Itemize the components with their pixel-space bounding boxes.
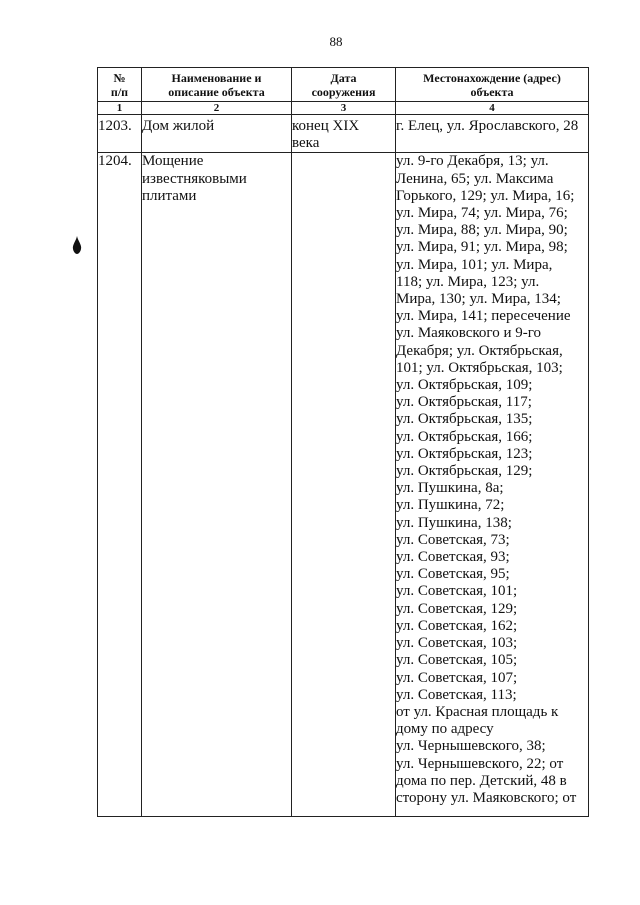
column-number: 1 xyxy=(98,102,142,115)
address-cell xyxy=(396,153,589,817)
address-line: Ленина, 65; ул. Максима xyxy=(396,170,554,187)
registry-table xyxy=(97,67,589,817)
column-number: 4 xyxy=(396,102,589,115)
header-line: № xyxy=(113,71,126,85)
address-line: ул. 9-го Декабря, 13; ул. xyxy=(396,153,549,170)
address-line: ул. Советская, 162; xyxy=(396,617,518,634)
row-number-cell xyxy=(98,153,142,817)
header-line: п/п xyxy=(110,85,129,99)
address-cell xyxy=(396,115,589,153)
row-number-cell xyxy=(98,115,142,153)
column-header-date xyxy=(292,68,396,102)
header-line: Местонахождение (адрес) xyxy=(423,71,561,85)
header-row xyxy=(98,68,589,102)
address-line: ул. Советская, 103; xyxy=(396,635,518,652)
address-line: Горького, 129; ул. Мира, 16; xyxy=(396,187,575,204)
address-line: Мира, 130; ул. Мира, 134; xyxy=(396,291,561,308)
header-line: описание объекта xyxy=(168,85,265,99)
construction-date-line: века xyxy=(292,135,320,152)
object-name-cell xyxy=(142,153,292,817)
column-header-address xyxy=(396,68,589,102)
object-name-line: Мощение xyxy=(142,153,204,170)
address-line: ул. Советская, 129; xyxy=(396,600,518,617)
construction-date-cell xyxy=(292,115,396,153)
address-line: ул. Советская, 113; xyxy=(396,686,517,703)
address-line: ул. Пушкина, 138; xyxy=(396,514,512,531)
object-name-cell xyxy=(142,115,292,153)
address-line: ул. Советская, 101; xyxy=(396,583,518,600)
object-name-line: плитами xyxy=(142,187,197,204)
address-line: ул. Октябрьская, 109; xyxy=(396,377,533,394)
address-line: ул. Октябрьская, 123; xyxy=(396,445,533,462)
column-header-number xyxy=(98,68,142,102)
address-line: ул. Советская, 93; xyxy=(396,549,510,566)
table-body xyxy=(98,115,589,817)
address-line: ул. Пушкина, 72; xyxy=(396,497,505,514)
page-number: 88 xyxy=(329,34,343,49)
address-line: 101; ул. Октябрьская, 103; xyxy=(396,359,563,376)
address-line: ул. Советская, 95; xyxy=(396,566,510,583)
header-line: сооружения xyxy=(311,85,376,99)
address-line: дому по адресу xyxy=(396,721,494,738)
header-line: Дата xyxy=(330,71,357,85)
column-header-name xyxy=(142,68,292,102)
address-line: ул. Мира, 74; ул. Мира, 76; xyxy=(396,205,568,222)
row-number: 1203. xyxy=(98,118,132,134)
address-line: ул. Мира, 91; ул. Мира, 98; xyxy=(396,239,568,256)
address-line: ул. Октябрьская, 117; xyxy=(396,394,532,411)
address-line: ул. Советская, 73; xyxy=(396,531,510,548)
address-line: ул. Октябрьская, 166; xyxy=(396,428,533,445)
column-numbers-row xyxy=(98,102,589,115)
address-line: ул. Советская, 107; xyxy=(396,669,518,686)
address-line: 118; ул. Мира, 123; ул. xyxy=(396,273,540,290)
address-line: Декабря; ул. Октябрьская, xyxy=(396,342,563,359)
table-header xyxy=(98,68,589,115)
column-number: 2 xyxy=(142,102,292,115)
table-row xyxy=(98,115,589,153)
header-line: Наименование и xyxy=(171,71,262,85)
address-line: сторону ул. Маяковского; от xyxy=(396,789,577,806)
address-line: ул. Советская, 105; xyxy=(396,652,518,669)
address-line: ул. Чернышевского, 38; xyxy=(396,738,546,755)
address-line: ул. Октябрьская, 129; xyxy=(396,463,533,480)
row-number: 1204. xyxy=(98,153,132,170)
address-line: ул. Мира, 101; ул. Мира, xyxy=(396,256,553,273)
address-line: г. Елец, ул. Ярославского, 28 xyxy=(396,118,579,134)
address-line: дома по пер. Детский, 48 в xyxy=(396,772,567,789)
construction-date-cell xyxy=(292,153,396,817)
address-line: ул. Маяковского и 9-го xyxy=(396,325,542,342)
object-name-line: известняковыми xyxy=(142,170,247,187)
table-row xyxy=(98,153,589,817)
object-name-line: Дом жилой xyxy=(142,118,215,134)
column-number: 3 xyxy=(292,102,396,115)
header-line: объекта xyxy=(470,85,514,99)
address-line: ул. Октябрьская, 135; xyxy=(396,411,533,428)
scan-punch-mark xyxy=(72,236,82,254)
address-line: ул. Чернышевского, 22; от xyxy=(396,755,564,772)
address-line: ул. Пушкина, 8а; xyxy=(396,480,504,497)
address-line: от ул. Красная площадь к xyxy=(396,703,559,720)
address-line: ул. Мира, 141; пересечение xyxy=(396,308,571,325)
address-line: ул. Мира, 88; ул. Мира, 90; xyxy=(396,222,568,239)
construction-date-line: конец XIX xyxy=(292,118,360,134)
